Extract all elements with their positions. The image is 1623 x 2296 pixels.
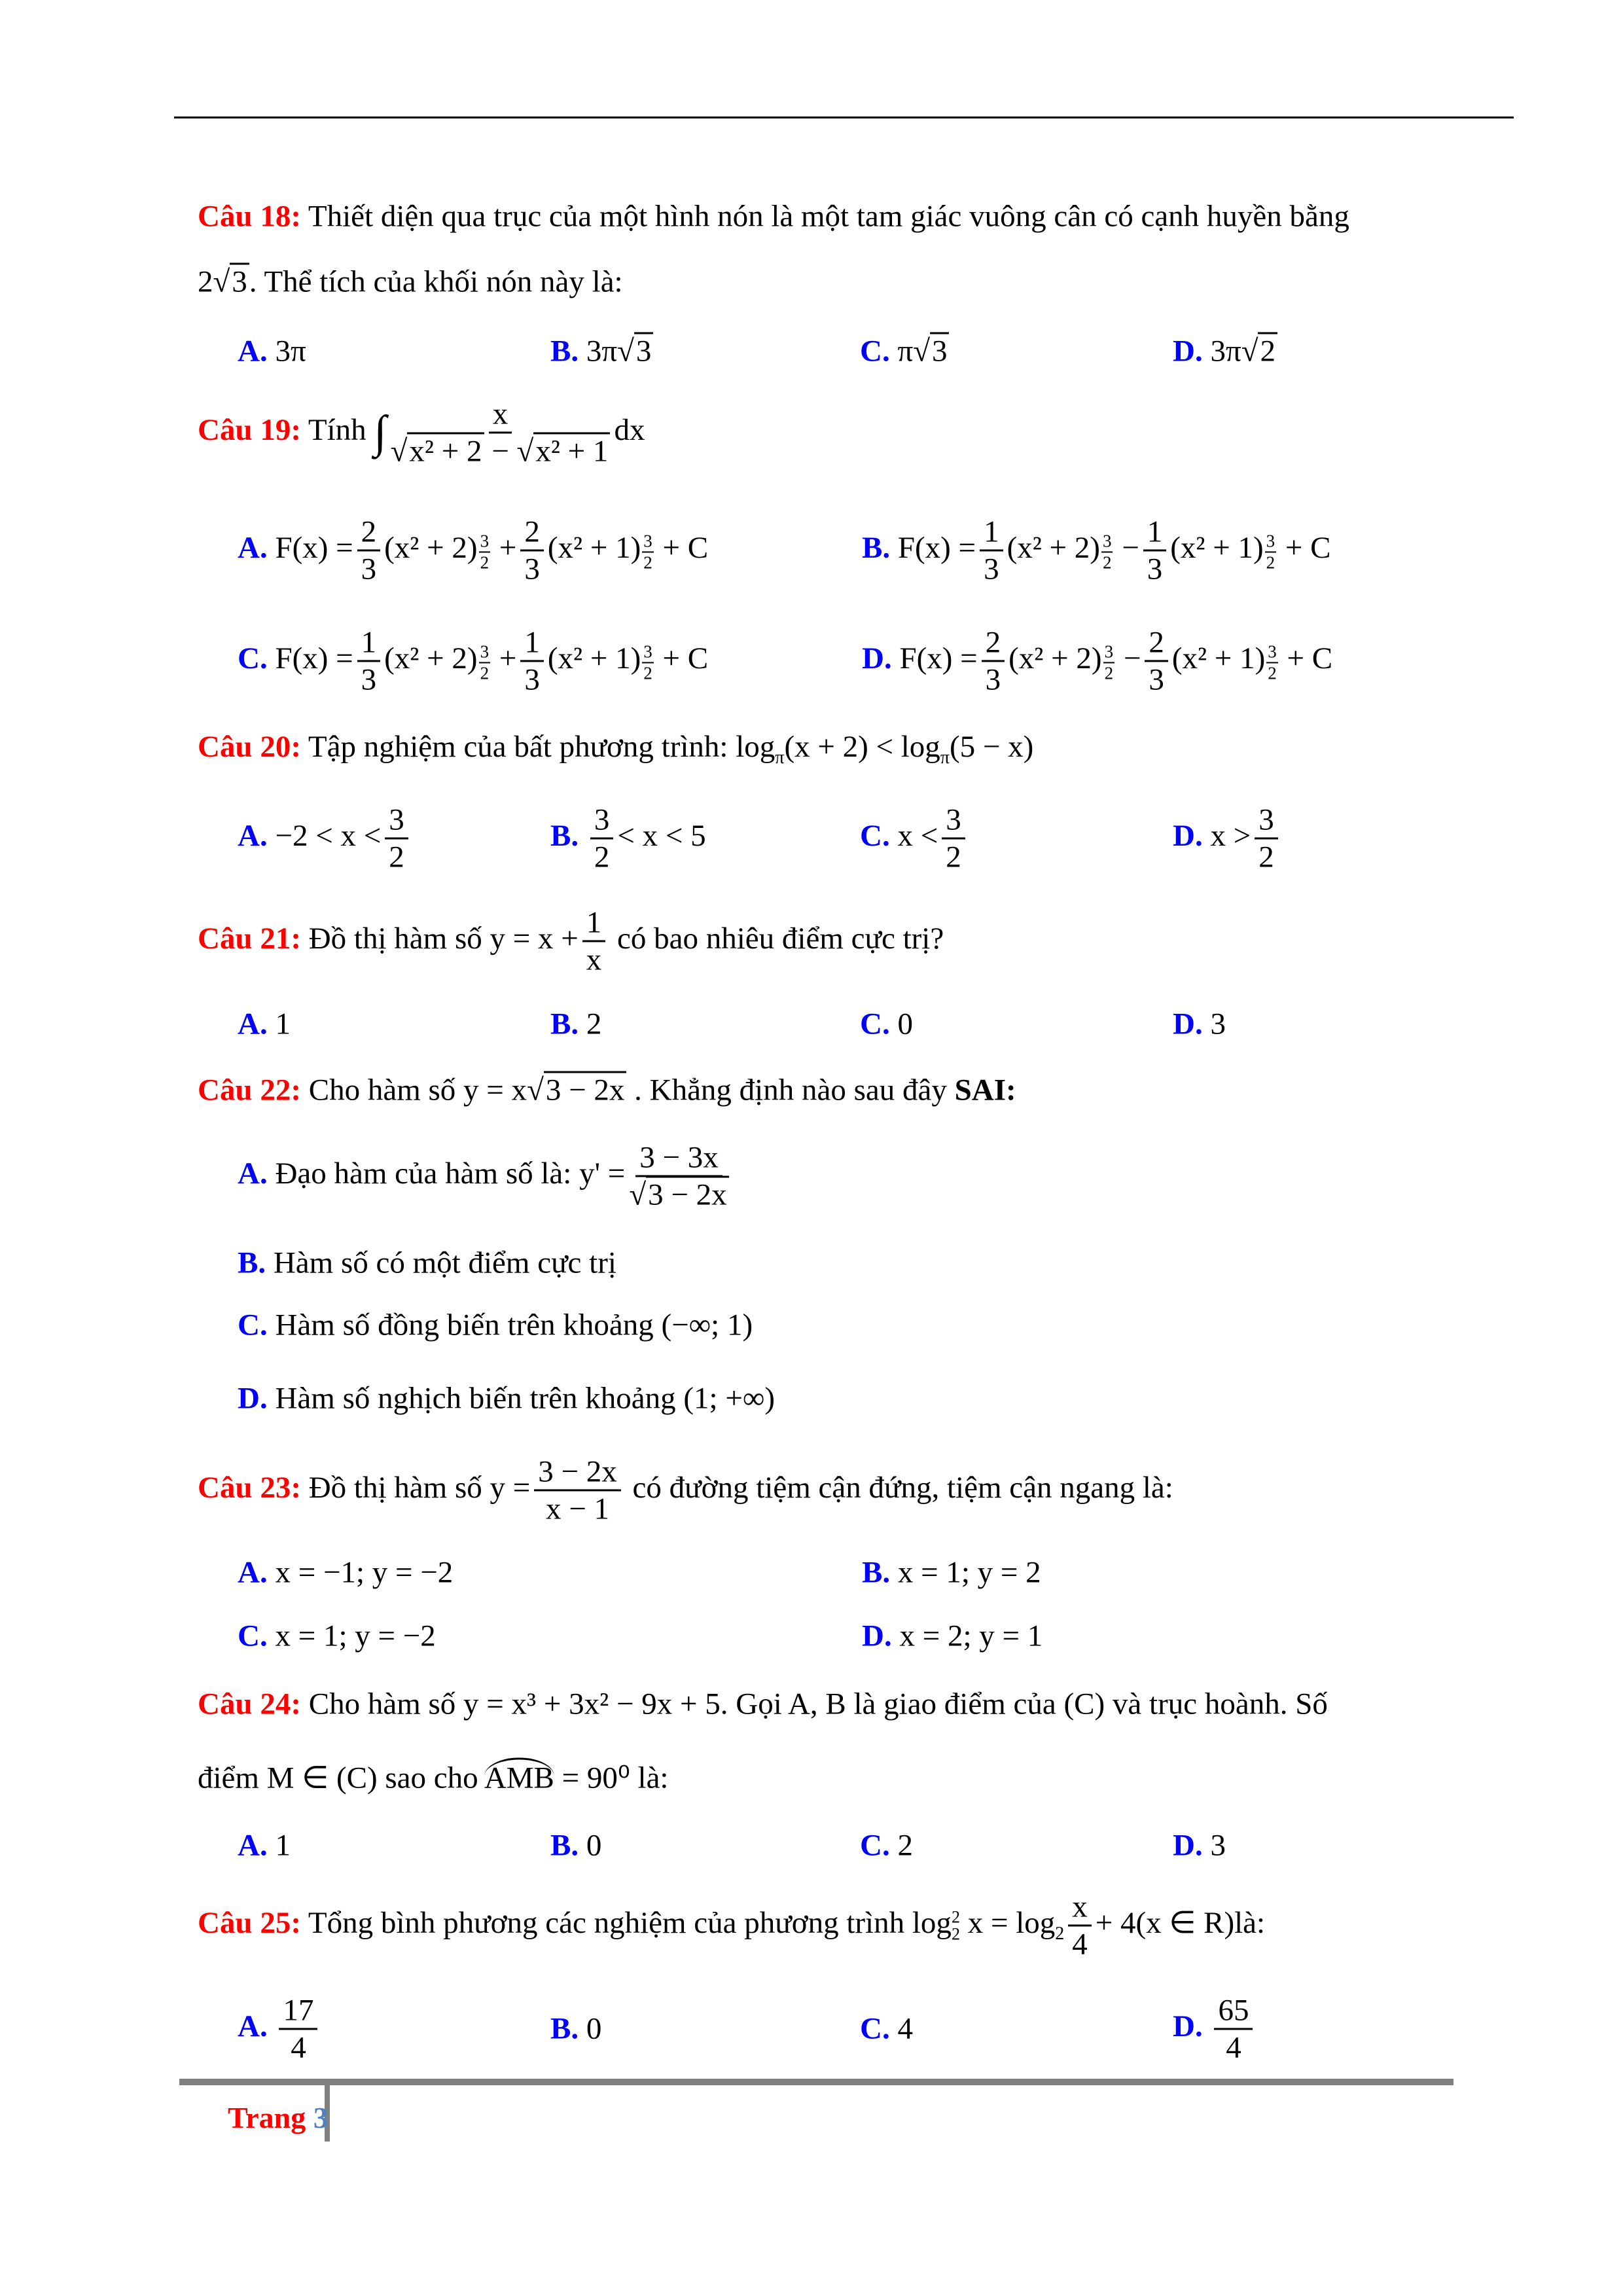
math: (1; +∞) (683, 1381, 775, 1416)
numerator: 2 (982, 624, 1005, 662)
option-c[interactable] (860, 1009, 913, 1040)
option-letter: C. (860, 1828, 890, 1863)
question-text: . Gọi A, B là giao điểm của (C) và trục hoành. Số (720, 1687, 1328, 1721)
question-text: . Khẳng định nào sau đây (634, 1073, 947, 1107)
option-letter: B. (550, 2011, 579, 2046)
option-a[interactable] (238, 1555, 454, 1590)
numerator: x (1068, 1889, 1092, 1926)
option-letter: D. (1173, 818, 1203, 853)
numerator: 3 (942, 802, 965, 839)
option-letter: C. (860, 334, 890, 368)
numerator: 3 (590, 802, 614, 839)
math: F(x) = (275, 641, 353, 675)
option-value: x = 1; y = −2 (275, 1619, 436, 1653)
numerator: 1 (1143, 514, 1167, 551)
denominator: x − 1 (546, 1492, 610, 1526)
option-d[interactable] (1173, 1992, 1257, 2065)
math: (x² + 1) (547, 530, 641, 565)
numerator: 17 (279, 1992, 317, 2030)
option-b[interactable] (238, 1248, 616, 1279)
option-letter: B. (862, 530, 891, 565)
math: F(x) = (899, 641, 978, 675)
option-letter: D. (862, 1619, 892, 1653)
question-text: là: (1234, 1905, 1266, 1940)
option-value: π (897, 334, 914, 368)
option-value: 0 (897, 1007, 913, 1041)
option-value: 3π (275, 334, 306, 368)
math: 2 (198, 264, 213, 299)
numerator: 1 (357, 624, 381, 662)
question-text: Tổng bình phương các nghiệm của phương trình (308, 1905, 905, 1940)
option-letter: A. (238, 530, 268, 565)
question-text: . Thể tích của khối nón này là: (249, 264, 623, 299)
option-value: 1 (275, 1828, 291, 1863)
math: y = x (463, 1073, 527, 1107)
math: + C (1287, 641, 1333, 675)
question-19-stem (198, 396, 645, 469)
integrand (391, 396, 611, 469)
option-value: 3π (1210, 334, 1241, 368)
radicand: x² + 1 (533, 433, 610, 469)
math-sub: 2 (951, 1924, 960, 1943)
sqrt: √3 (617, 332, 653, 368)
question-text: Đồ thị hàm số (308, 1470, 482, 1505)
option-letter: C. (860, 2011, 890, 2046)
math: = 90⁰ (562, 1761, 630, 1795)
math: + C (1285, 530, 1331, 565)
numerator: 1 (980, 514, 1003, 551)
math: + C (662, 530, 709, 565)
numerator: 3 (479, 531, 491, 552)
denominator: √3 − 2x (629, 1177, 728, 1213)
option-d[interactable] (1173, 802, 1282, 874)
sqrt: √2 (1241, 332, 1277, 368)
math: + 4(x ∈ R) (1095, 1905, 1235, 1940)
option-letter: A. (238, 1828, 268, 1863)
math: y' = (579, 1156, 626, 1191)
denominator: 2 (1266, 552, 1275, 573)
option-value: 1 (275, 1007, 291, 1041)
option-c[interactable] (860, 802, 969, 874)
option-d[interactable] (1173, 336, 1277, 367)
denominator: 4 (1226, 2030, 1241, 2065)
option-a[interactable] (238, 1828, 291, 1863)
denominator: 2 (1104, 663, 1114, 683)
denominator: 2 (594, 840, 610, 874)
denominator: 2 (643, 552, 652, 573)
option-c[interactable] (860, 2011, 913, 2046)
question-24-stem (198, 1689, 1328, 1720)
option-letter: C. (238, 1308, 268, 1342)
option-c[interactable] (238, 624, 708, 697)
math: (x² + 1) (1170, 530, 1264, 565)
sqrt: √3 (913, 332, 949, 368)
option-value: 0 (586, 1828, 602, 1863)
math: F(x) = (275, 530, 353, 565)
option-a[interactable] (238, 1992, 321, 2065)
question-21-stem (198, 905, 944, 977)
question-label: Câu 18: (198, 199, 301, 234)
option-letter: C. (238, 1619, 268, 1653)
numerator: x (489, 396, 512, 433)
radicand: 3 − 2x (544, 1071, 627, 1107)
denominator: x (586, 942, 602, 977)
question-text: Tính (308, 412, 366, 447)
denominator: 2 (1258, 840, 1274, 874)
option-value: 2 (897, 1828, 913, 1863)
option-c[interactable] (238, 1621, 436, 1652)
denominator: 2 (1268, 663, 1277, 683)
option-letter: A. (238, 334, 268, 368)
math: x < (897, 818, 938, 853)
math: M ∈ (C) (266, 1761, 378, 1795)
numerator: 3 (1101, 531, 1113, 552)
emphasis: SAI: (954, 1073, 1016, 1107)
question-label: Câu 20: (198, 729, 301, 764)
option-letter: B. (238, 1246, 266, 1280)
numerator: 3 (1266, 641, 1278, 663)
denominator: 3 (984, 552, 999, 586)
page-number: 3 (313, 2101, 329, 2134)
option-value: 4 (897, 2011, 913, 2046)
option-b[interactable] (550, 802, 706, 874)
option-c[interactable] (860, 1828, 913, 1863)
denominator: 4 (1072, 1927, 1088, 1962)
option-text: Đạo hàm của hàm số là: (275, 1156, 572, 1191)
denominator: √x² + 2 − √x² + 1 (391, 434, 611, 469)
footer-rule (179, 2079, 1454, 2085)
option-letter: B. (550, 818, 579, 853)
math: (x² + 2) (1007, 530, 1100, 565)
option-letter: A. (238, 1156, 268, 1191)
denominator: 4 (291, 2030, 306, 2065)
math: − (1122, 530, 1139, 565)
numerator: 3 (642, 531, 654, 552)
denominator: 3 (524, 552, 540, 586)
option-letter: C. (238, 641, 268, 675)
option-text: Hàm số nghịch biến trên khoảng (275, 1381, 676, 1416)
page-footer (228, 2103, 329, 2133)
option-letter: A. (238, 818, 268, 853)
math: x > (1210, 818, 1251, 853)
question-text: Đồ thị hàm số (308, 921, 482, 956)
option-letter: D. (1173, 2009, 1203, 2043)
option-d[interactable] (238, 1381, 775, 1416)
numerator: 1 (520, 624, 544, 662)
math-sub: 2 (1055, 1924, 1065, 1945)
option-a[interactable] (238, 1009, 291, 1040)
question-20-stem (198, 729, 1034, 768)
numerator: 3 − 3x (635, 1139, 722, 1177)
option-value: 3 (1210, 1828, 1226, 1863)
denominator: 3 (1149, 662, 1164, 697)
math: log (912, 1905, 952, 1940)
angle: AMB (484, 1758, 554, 1795)
question-label: Câu 21: (198, 921, 301, 956)
denominator: 2 (480, 663, 490, 683)
question-label: Câu 25: (198, 1905, 301, 1940)
math: (x² + 2) (1008, 641, 1102, 675)
question-24-stem-2 (198, 1763, 669, 1794)
option-letter: C. (860, 1007, 890, 1041)
question-label: Câu 22: (198, 1073, 301, 1107)
option-letter: D. (1173, 1828, 1203, 1863)
option-letter: D. (1173, 334, 1203, 368)
option-d[interactable] (1173, 1009, 1226, 1040)
option-d[interactable] (862, 624, 1332, 697)
option-b[interactable] (862, 514, 1331, 586)
question-text: là: (637, 1761, 669, 1795)
page-label: Trang (228, 2101, 306, 2134)
radicand: 3 − 2x (646, 1176, 729, 1212)
question-label: Câu 24: (198, 1687, 301, 1721)
numerator: 3 (1265, 531, 1277, 552)
question-text: Tập nghiệm của bất phương trình: (308, 729, 728, 764)
dx: dx (614, 412, 645, 447)
option-b[interactable] (862, 1555, 1041, 1590)
question-text: có đường tiệm cận đứng, tiệm cận ngang là: (632, 1470, 1173, 1505)
option-value: x = 1; y = 2 (897, 1555, 1041, 1590)
option-value: 2 (586, 1007, 602, 1041)
radicand: 3 (230, 263, 249, 299)
question-text: sao cho (385, 1761, 478, 1795)
math: y = x³ + 3x² − 9x + 5 (463, 1687, 721, 1721)
question-text: Thiết diện qua trục của một hình nón là một tam giác vuông cân có cạnh huyền bằng (308, 199, 1349, 234)
numerator: 3 (1255, 802, 1278, 839)
denominator: 3 (524, 662, 540, 697)
math: log (736, 729, 776, 764)
option-b[interactable] (550, 1828, 602, 1863)
question-18-stem (198, 199, 1349, 234)
option-value: x = −1; y = −2 (275, 1555, 454, 1590)
numerator: 3 (1103, 641, 1115, 663)
math: < x < 5 (617, 818, 706, 853)
option-c[interactable] (860, 336, 949, 367)
math-sup: 2 (951, 1907, 960, 1926)
math: (x² + 1) (1171, 641, 1266, 675)
question-text: Cho hàm số (308, 1073, 456, 1107)
option-letter: B. (862, 1555, 891, 1590)
question-text: Cho hàm số (308, 1687, 456, 1721)
option-d[interactable] (1173, 1828, 1226, 1863)
math-sub: π (940, 747, 950, 768)
option-letter: B. (550, 1007, 579, 1041)
denominator: 3 (361, 662, 377, 697)
option-text: Hàm số đồng biến trên khoảng (275, 1308, 654, 1342)
sqrt: √3 (213, 263, 249, 299)
option-value: 3 (1210, 1007, 1226, 1041)
denominator: 3 (1147, 552, 1163, 586)
radicand: x² + 2 (407, 433, 484, 469)
integral-sign: ∫ (374, 407, 387, 457)
option-c[interactable] (238, 1310, 753, 1341)
math: + (499, 641, 517, 675)
denominator: 2 (946, 840, 961, 874)
question-text: có bao nhiêu điểm cực trị? (617, 921, 944, 956)
option-letter: A. (238, 1007, 268, 1041)
option-letter: D. (1173, 1007, 1203, 1041)
option-b[interactable] (550, 336, 653, 367)
math: F(x) = (897, 530, 976, 565)
minus: − (491, 434, 509, 469)
option-letter: D. (238, 1381, 268, 1416)
math: + C (662, 641, 709, 675)
math: x = log (967, 1905, 1056, 1940)
math: (5 − x) (949, 729, 1034, 764)
option-value: 3π (586, 334, 618, 368)
numerator: 3 − 2x (534, 1454, 621, 1491)
denominator: 2 (1102, 552, 1112, 573)
math: (x² + 2) (384, 530, 478, 565)
option-d[interactable] (862, 1621, 1043, 1652)
math: (x² + 1) (547, 641, 641, 675)
radicand: 2 (1258, 332, 1277, 368)
math: (−∞; 1) (661, 1308, 753, 1342)
question-22-stem: Câu 22: Cho hàm số y = x√3 − 2x . Khẳng định nào sau đây SAI: (198, 1075, 1016, 1106)
numerator: 2 (520, 514, 544, 551)
denominator: 2 (480, 552, 490, 573)
question-text: điểm (198, 1761, 259, 1795)
question-18-stem-2 (198, 264, 623, 299)
numerator: 3 (642, 641, 654, 663)
question-label: Câu 23: (198, 1470, 301, 1505)
option-letter: B. (550, 1828, 579, 1863)
numerator: 2 (1145, 624, 1168, 662)
option-letter: B. (550, 334, 579, 368)
denominator: 2 (389, 840, 404, 874)
math: (x + 2) < log (784, 729, 940, 764)
option-value: x = 2; y = 1 (899, 1619, 1043, 1653)
denominator: 2 (643, 663, 652, 683)
denominator: 3 (361, 552, 377, 586)
question-25-stem (198, 1889, 1265, 1962)
math: (x² + 2) (384, 641, 478, 675)
numerator: 3 (385, 802, 408, 839)
radicand: 3 (930, 332, 950, 368)
option-letter: A. (238, 2009, 268, 2043)
option-letter: D. (862, 641, 892, 675)
option-text: Hàm số có một điểm cực trị (273, 1246, 616, 1280)
option-a[interactable] (238, 1139, 733, 1212)
option-letter: A. (238, 1555, 268, 1590)
question-23-stem (198, 1454, 1173, 1526)
math: y = x + (490, 921, 579, 956)
radicand: 3 (634, 332, 654, 368)
math: −2 < x < (275, 818, 382, 853)
numerator: 3 (479, 641, 491, 663)
numerator: 65 (1214, 1992, 1253, 2030)
math: y = (490, 1470, 531, 1505)
numerator: 2 (357, 514, 381, 551)
option-b[interactable] (550, 2011, 602, 2046)
denominator: 3 (985, 662, 1001, 697)
math-sub: π (775, 747, 785, 768)
option-b[interactable] (550, 1009, 601, 1040)
numerator: 1 (582, 905, 606, 942)
math: − (1123, 641, 1141, 675)
option-letter: C. (860, 818, 890, 853)
math: + (499, 530, 517, 565)
option-value: 0 (586, 2011, 602, 2046)
option-a[interactable] (238, 336, 306, 367)
option-a[interactable] (238, 514, 708, 586)
question-label: Câu 19: (198, 412, 301, 447)
option-a[interactable] (238, 802, 412, 874)
header-rule (174, 117, 1514, 118)
